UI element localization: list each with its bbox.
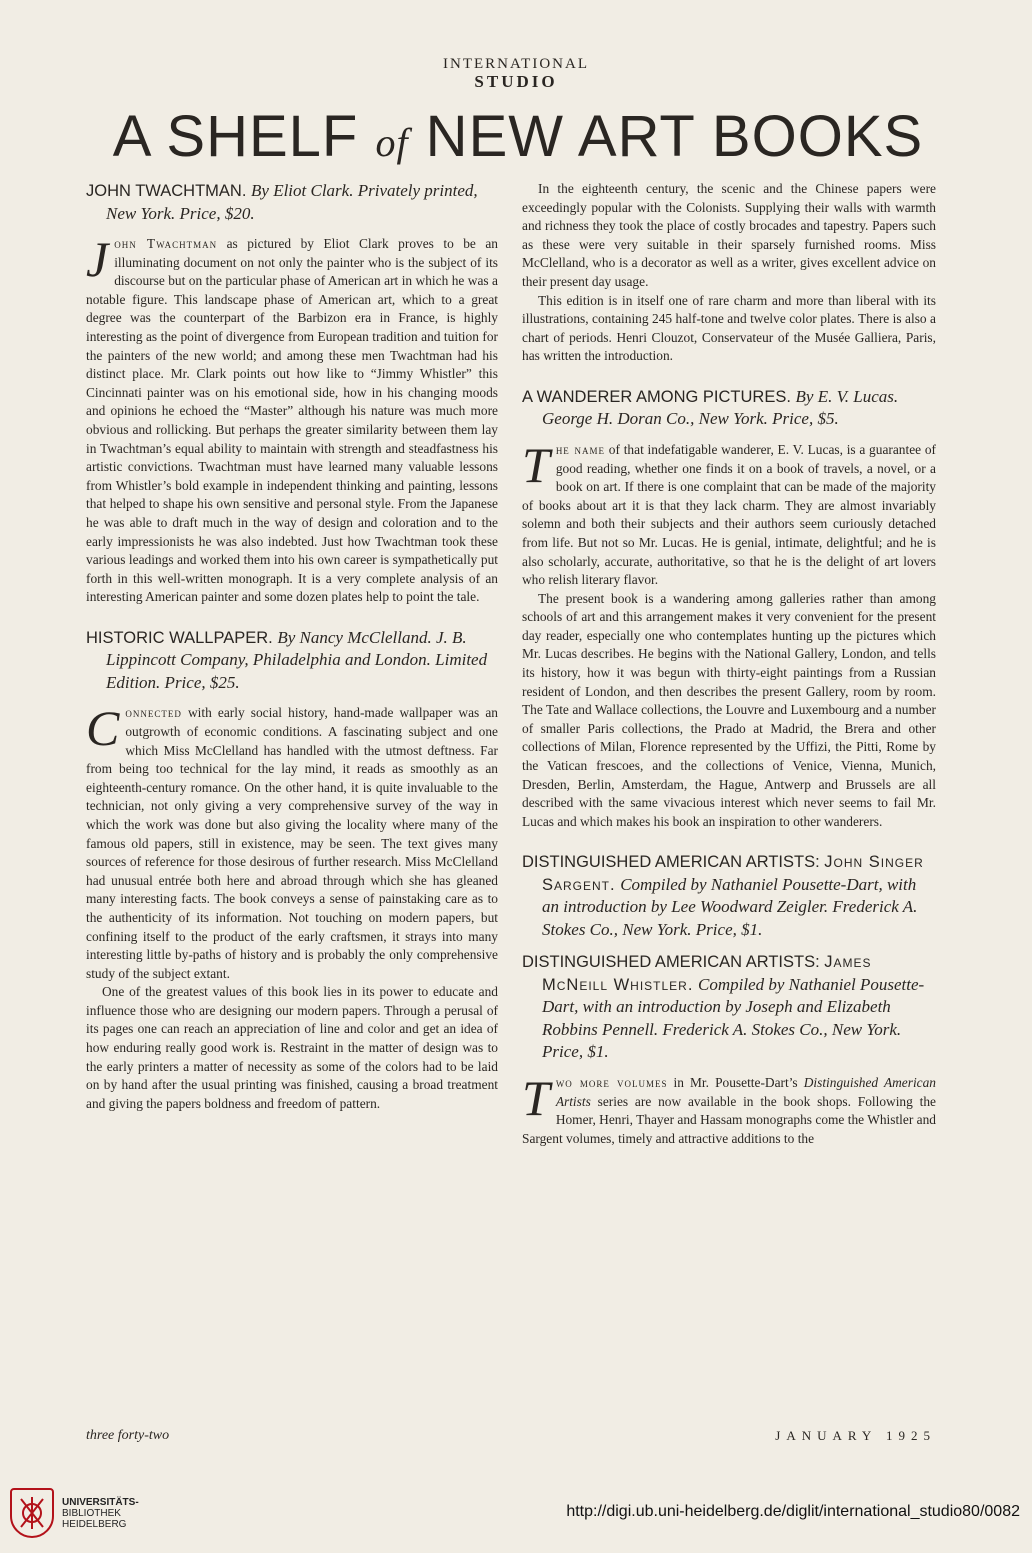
review-heading-twachtman: JOHN TWACHTMAN. By Eliot Clark. Privately printed, New York. Price, $20. — [86, 181, 478, 223]
drop-cap: T — [522, 436, 550, 493]
drop-cap: T — [522, 1069, 550, 1126]
review-text-wanderer-2: The present book is a wandering among galleries rather than among schools of art and this arrangement makes it very convenient for the present day reader, especially one who contemplates hunting up the pictures which Mr. Lucas describes. He begins with the National Gallery, London, and tells its history, how it was begun with thirty-eight paintings from a Russian resident of London, and then describes the present Gallery, room by room. The Tate and Wallace collections, the Louvre and Luxembourg and a number of smaller Paris collections, the Prado at Madrid, the Brera and other collections of Milan, Florence represented by the Uffizi, the Pitti, Rome by the Vatican frescoes, and the collections of Venice, Vienna, Munich, Dresden, Berlin, Amsterdam, the Hague, Antwerp and Brussels are all described with the same vivacious interest which never seems to fail Mr. Lucas and which makes his book an inspiration to other wanderers. — [522, 590, 936, 829]
review-heading-wallpaper: HISTORIC WALLPAPER. By Nancy McClelland. J. B. Lippincott Company, Philadelphia and London. Limited Edition. Price, $25. — [86, 627, 488, 692]
review-text-wallpaper-2: One of the greatest values of this book lies in its power to educate and influence those who are designing our modern papers. Through a perusal of its pages one can reach an appreciation of line and color and get an idea of how enduring really good work is. Restraint in the matter of design was to the early printers a matter of necessity as some of the colors had to be laid on by hand after the usual printing was finished, causing a broad treatment and giving the papers boldness and freedom of pattern. — [86, 984, 498, 1111]
review-heading-wanderer: A WANDERER AMONG PICTURES. By E. V. Lucas. George H. Doran Co., New York. Price, $5. — [522, 386, 899, 429]
review-text-twachtman: John Twachtman as pictured by Eliot Clark proves to be an illuminating document on not only the painter who is the subject of its discourse but on the particular phase of American art in which he was a notable figure. This landscape phase of American art, which to a great degree was the counterpart of the Barbizon era in France, is highly interesting as the point of divergence from European tradition and tuition for the painters of the new world; and among these men Twachtman had his distinct place. Mr. Clark points out how like to “Jimmy Whistler” this Cincinnati painter was on his emotional side, how in his changing moods and opinions he echoed the “Master” although his nature was much more obvious and rollicking. But perhaps the greater similarity between them lay in Twachtman’s equal ability to maintain with strength and steadfastness his artistic convictions. Twachtman must have learned many valuable lessons from Whistler’s bold example in independent thinking and painting, lessons that helped to shape his own sensitive and personal style. From the Japanese he was able to draft much in the way of design and coloration and to the early impressionists he was also indebted. Just how Twachtman took these various leadings and worked them into his own career is sympathetically put forth in this well-written monograph. It is a very complete analysis of an interesting American painter and some dozen plates help to point the tale. — [86, 231, 498, 605]
title-part2: NEW ART BOOKS — [408, 104, 924, 169]
source-url[interactable]: http://digi.ub.uni-heidelberg.de/diglit/international_studio80/0082 — [566, 1503, 1020, 1520]
title-of: of — [375, 120, 409, 165]
review-text-wanderer: The name of that indefatigable wanderer, E. V. Lucas, is a guarantee of good reading, whether one finds it on a book of travels, a novel, or a book on art. If there is one complaint that can be made of the majority of books about art it is that they lack charm. They are almost invariably solemn and both their subjects and their authors seem curiously detached from life. But not so Mr. Lucas. He is genial, intimate, delightful; and he is also scholarly, accurate, authoritative, so that he is the delight of art lovers who relish literary flavor. — [522, 436, 936, 588]
library-name: UNIVERSITÄTS- BIBLIOTHEK HEIDELBERG — [62, 1496, 139, 1530]
review-text-wallpaper: Connected with early social history, hand-made wallpaper was an outgrowth of economic conditions. A fascinating subject and one which Miss McClelland has handled with the utmost deftness. Far from being too technical for the lay mind, it reads as smoothly as an eighteenth-century romance. On the other hand, it is quite invaluable to the technician, not only giving a very comprehensive survey of the way in which the work was done but also giving the locality where many of the famous old papers, still in existence, may be seen. The text gives many sources of reference for those desirous of further research. Miss McClelland had unusual entrée both here and abroad through which she has gleaned many interesting facts. The book conveys a sense of painstaking care as to the authenticity of its information. Not touching on modern papers, but confining itself to the product of the early craftsmen, it strays into many interesting little by-paths of history and is probably the only comprehensive study of the subject extant. — [86, 700, 498, 981]
review-heading-whistler: DISTINGUISHED AMERICAN ARTISTS: James McNeill Whistler. Compiled by Nathaniel Pousette-Dart, with an introduction by Joseph and Elizabeth Robbins Pennell. Frederick A. Stokes Co., New York. Price, $1. — [522, 953, 925, 1062]
page-title — [78, 104, 958, 176]
drop-cap: J — [86, 231, 109, 287]
review-text-distinguished: Two more volumes in Mr. Pousette-Dart’s Distinguished American Artists series are now available in the book shops. Following the Homer, Henri, Thayer and Hassam monographs come the Whistler and Sargent volumes, timely and attractive additions to the — [522, 1069, 937, 1146]
review-text-wallpaper-4: This edition is in itself one of rare charm and more than liberal with its illustrations, containing 245 half-tone and twelve color plates. There is also a chart of periods. Henri Clouzot, Conservateur of the Musée Galliera, Paris, has written the introduction. — [522, 292, 936, 364]
review-heading-sargent: DISTINGUISHED AMERICAN ARTISTS: John Singer Sargent. Compiled by Nathaniel Pousette-Dart, with an introduction by Lee Woodward Zeigler. Frederick A. Stokes Co., New York. Price, $1. — [522, 853, 924, 939]
left-column — [86, 180, 498, 1113]
masthead-line2: STUDIO — [474, 72, 558, 91]
review-text-wallpaper-3: In the eighteenth century, the scenic and the Chinese papers were exceedingly popular with the Colonists. Supplying their walls with warmth and richness they took the place of costly brocades and tapestry. Papers such as these were very suitable in their sparsely furnished rooms. Miss McClelland, who is a decorator as well as a writer, gives excellent advice on their present day usage. — [522, 181, 936, 289]
right-column — [522, 180, 936, 1148]
title-part1: A SHELF — [112, 104, 376, 169]
masthead-line1: INTERNATIONAL — [443, 56, 589, 72]
issue-date: JANUARY 1925 — [775, 1428, 936, 1443]
library-logo — [10, 1488, 139, 1538]
drop-cap: C — [86, 700, 120, 757]
library-seal-icon — [10, 1488, 54, 1538]
page-number: three forty-two — [86, 1428, 170, 1443]
masthead — [0, 56, 1032, 92]
